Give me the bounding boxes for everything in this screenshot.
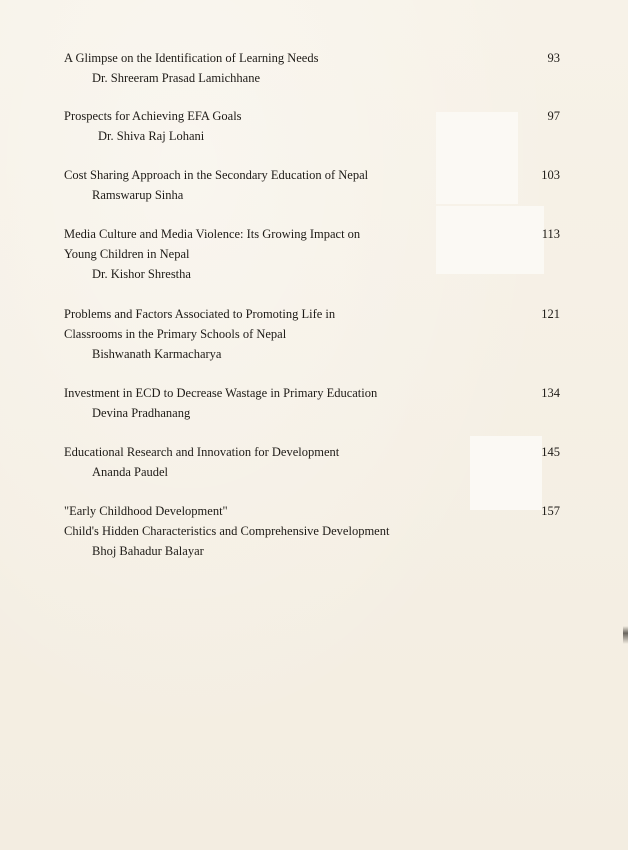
entry-title: Problems and Factors Associated to Promoting Life in <box>64 307 336 321</box>
entry-page-number: 121 <box>541 307 560 321</box>
entry-title: Media Culture and Media Violence: Its Growing Impact on <box>64 227 361 241</box>
toc-entry[interactable] <box>64 501 560 561</box>
entry-title: A Glimpse on the Identification of Learning Needs <box>64 51 319 65</box>
toc-entry[interactable] <box>64 106 560 146</box>
entry-author: Dr. Shreeram Prasad Lamichhane <box>92 71 260 85</box>
entry-title: Cost Sharing Approach in the Secondary Education of Nepal <box>64 168 369 182</box>
entry-author: Bhoj Bahadur Balayar <box>92 544 204 558</box>
entry-author: Bishwanath Karmacharya <box>92 347 222 361</box>
entry-title: Investment in ECD to Decrease Wastage in Primary Education <box>64 386 378 400</box>
entry-author: Dr. Shiva Raj Lohani <box>98 129 205 143</box>
toc-entry[interactable] <box>64 383 560 423</box>
entry-title: "Early Childhood Development" <box>64 504 228 518</box>
entry-page-number: 97 <box>547 109 560 123</box>
entry-page-number: 93 <box>547 51 560 65</box>
toc-entry[interactable] <box>64 304 560 364</box>
entry-title: Prospects for Achieving EFA Goals <box>64 109 242 123</box>
scan-edge-mark <box>623 626 628 644</box>
entry-page-number: 134 <box>541 386 560 400</box>
entry-page-number: 103 <box>541 168 560 182</box>
toc-entry[interactable] <box>64 165 560 205</box>
toc-entry[interactable] <box>64 48 560 88</box>
entry-author: Dr. Kishor Shrestha <box>92 267 191 281</box>
entry-page-number: 145 <box>541 445 560 459</box>
entry-author: Ananda Paudel <box>92 465 169 479</box>
entry-author: Ramswarup Sinha <box>92 188 184 202</box>
toc-entry[interactable] <box>64 442 560 482</box>
entry-page-number: 157 <box>541 504 560 518</box>
toc-entry[interactable] <box>64 224 560 284</box>
entry-author: Devina Pradhanang <box>92 406 191 420</box>
entry-page-number: 113 <box>541 227 560 241</box>
entry-title: Classrooms in the Primary Schools of Nepal <box>64 327 287 341</box>
entry-title: Young Children in Nepal <box>64 247 190 261</box>
entry-title: Child's Hidden Characteristics and Comprehensive Development <box>64 524 390 538</box>
entry-title: Educational Research and Innovation for Development <box>64 445 340 459</box>
